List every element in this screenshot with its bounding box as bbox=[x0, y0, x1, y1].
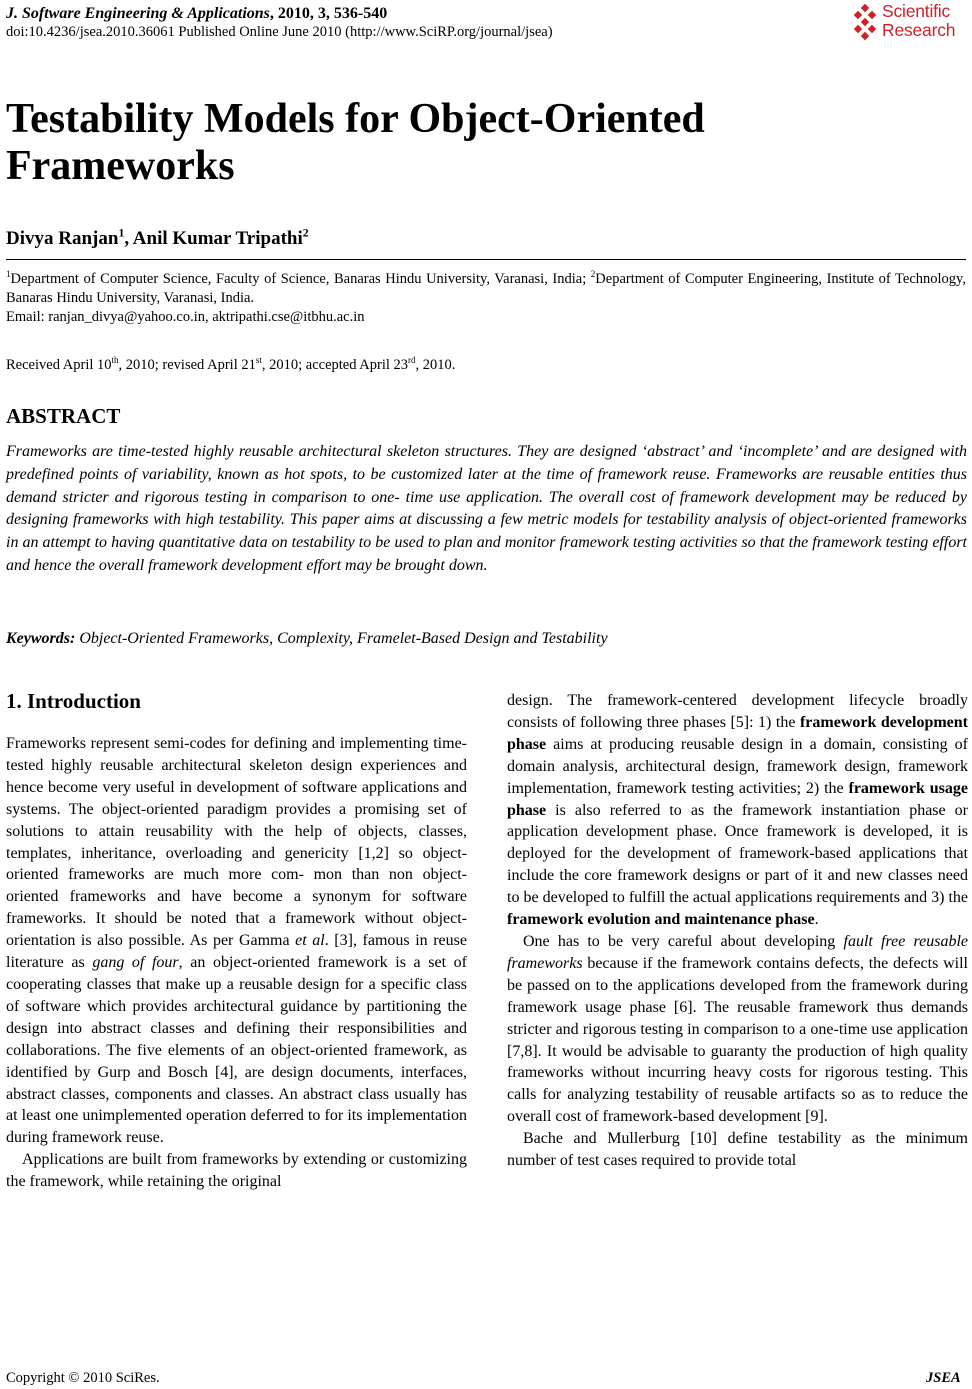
affiliations bbox=[6, 270, 966, 327]
intro-paragraph-1 bbox=[6, 733, 467, 1149]
logo-line-2: Research bbox=[882, 20, 956, 40]
logo-mark-icon bbox=[852, 4, 880, 44]
journal-year-pages: , 2010, 3, 536-540 bbox=[269, 5, 388, 22]
text-run-italic: gang of four bbox=[92, 954, 179, 972]
header-divider bbox=[6, 259, 966, 260]
text-run: because if the framework contains defects, the defects will be passed on to the applications developed from the framework during framework usage phase [6]. The reusable framework thus demands stricter and rigorous testing in comparison to a one-time use application [7,8]. It would be advisable to guaranty the production of high quality frameworks without incurring heavy costs for rigorous testing. This calls for analyzing testability of reusable artifacts so as to reduce the overall cost of framework-based development [9]. bbox=[507, 954, 968, 1126]
author-1: Divya Ranjan bbox=[6, 228, 119, 249]
intro-paragraph-3 bbox=[507, 690, 968, 931]
text-run: Frameworks represent semi-codes for defining and implementing time-tested highly reusable architectural skeleton design experiences and hence become very useful in development of software applications and systems. The object-oriented paradigm provides a promising set of solutions to attain reusability with the help of objects, classes, templates, inheritance, overloading and genericity [1,2] so object-oriented frameworks are much more com- mon than non object-oriented frameworks and have become a synonym for software frameworks. It should be noted that a framework without object-orientation is also possible. As per Gamma bbox=[6, 735, 467, 950]
doi-line: doi:10.4236/jsea.2010.36061 Published Online June 2010 (http://www.SciRP.org/journal/jsea) bbox=[6, 24, 553, 40]
affil-2-sup: 2 bbox=[590, 269, 596, 280]
received-dates bbox=[6, 356, 455, 375]
abstract-text: Frameworks are time-tested highly reusable architectural skeleton structures. They are designed ‘abstract’ and ‘incomplete’ and are designed with predefined points of variability, known as hot spots, to be customized later at the time of framework reuse. Frameworks are reusable entities thus demand stricter and rigorous testing in comparison to one- time use application. The overall cost of framework development may be reduced by designing frameworks with high testability. This paper aims at discussing a few metric models for testability analysis of object-oriented frameworks in an attempt to having quantitative data on testability to be used to plan and monitor framework testing activities so that the framework testing effort and hence the overall framework development effort may be brought down. bbox=[6, 443, 967, 574]
author-1-affil-sup: 1 bbox=[118, 226, 125, 240]
logo-text bbox=[882, 2, 955, 40]
keywords-line bbox=[6, 630, 608, 648]
keywords-colon: : bbox=[70, 630, 80, 647]
affil-1-sup: 1 bbox=[6, 269, 11, 280]
text-run: , an object-oriented framework is a set of cooperating classes that make up a reusable design for a specific class of software which provides architectural guidance by partitioning the design into abstract classes and defining their responsibilities and collaborations. The five elements of an object-oriented framework, as identified by Gurp and Bosch [4], are design documents, interfaces, abstract classes, components and classes. An abstract class usually has at least one unimplemented operation deferred to for its implementation during framework reuse. bbox=[6, 954, 467, 1147]
received-sup-1: th bbox=[111, 355, 119, 366]
text-run: aims at producing reusable design in a domain, consisting of domain analysis, architectural design, framework design, framework implementation, framework testing activities; 2) the bbox=[507, 735, 968, 797]
text-run-bold: framework evolution and maintenance phase bbox=[507, 911, 815, 929]
publisher-logo bbox=[852, 1, 970, 44]
author-2-affil-sup: 2 bbox=[302, 226, 309, 240]
received-part-4: , 2010. bbox=[415, 357, 456, 373]
intro-paragraph-4 bbox=[507, 931, 968, 1128]
text-run: . [3], famous in reuse literature as bbox=[6, 932, 467, 972]
author-separator: , bbox=[124, 228, 133, 249]
text-run-italic: et al bbox=[295, 932, 325, 950]
journal-name: J. Software Engineering & Applications bbox=[6, 5, 270, 22]
email-line: Email: ranjan_divya@yahoo.co.in, aktripathi.cse@itbhu.ac.in bbox=[6, 309, 365, 325]
affil-2-text: Department of Computer Engineering, Institute of Technology, Banaras Hindu University, Varanasi, India. bbox=[6, 271, 966, 306]
text-run-italic: fault free reusable frameworks bbox=[507, 932, 968, 972]
text-run: One has to be very careful about developing bbox=[523, 932, 844, 950]
received-part-2: , 2010; revised April 21 bbox=[118, 357, 256, 373]
section-heading-introduction: 1. Introduction bbox=[6, 689, 141, 713]
footer-copyright: Copyright © 2010 SciRes. bbox=[6, 1370, 160, 1386]
footer-journal-abbr: JSEA bbox=[926, 1370, 961, 1386]
received-sup-2: st bbox=[255, 355, 262, 366]
journal-citation bbox=[6, 4, 387, 23]
received-part-1: Received April 10 bbox=[6, 357, 112, 373]
right-column bbox=[507, 690, 968, 1172]
intro-paragraph-2: Applications are built from frameworks by extending or customizing the framework, while retaining the original bbox=[6, 1151, 467, 1191]
text-run-bold: framework usage phase bbox=[507, 779, 968, 819]
received-part-3: , 2010; accepted April 23 bbox=[261, 357, 409, 373]
abstract-heading: ABSTRACT bbox=[6, 404, 121, 428]
author-list bbox=[6, 228, 309, 250]
left-column bbox=[6, 733, 467, 1193]
intro-paragraph-5: Bache and Mullerburg [10] define testability as the minimum number of test cases required to provide total bbox=[507, 1130, 968, 1170]
author-2: Anil Kumar Tripathi bbox=[132, 228, 303, 249]
text-run: . bbox=[814, 911, 819, 929]
affiliation-text bbox=[6, 270, 966, 308]
keywords-label: Keywords bbox=[6, 630, 70, 647]
logo-line-1: Scientific bbox=[882, 1, 951, 21]
text-run: is also referred to as the framework instantiation phase or application development phase. Once framework is developed, it is deployed for the development of framework-based applications that include the core framework designs or part of it and new classes need to be developed to fulfill the actual applications requirements and 3) the bbox=[507, 801, 968, 907]
received-sup-3: rd bbox=[408, 355, 416, 366]
paper-title: Testability Models for Object-Oriented Frameworks bbox=[6, 96, 705, 189]
text-run-bold: framework development phase bbox=[507, 713, 969, 753]
keywords-value: Object-Oriented Frameworks, Complexity, Framelet-Based Design and Testability bbox=[79, 630, 608, 647]
text-run: design. The framework-centered development lifecycle broadly consists of following three phases [5]: 1) the bbox=[507, 692, 968, 731]
affil-1-text: Department of Computer Science, Faculty of Science, Banaras Hindu University, Varanasi, India; bbox=[10, 271, 591, 287]
